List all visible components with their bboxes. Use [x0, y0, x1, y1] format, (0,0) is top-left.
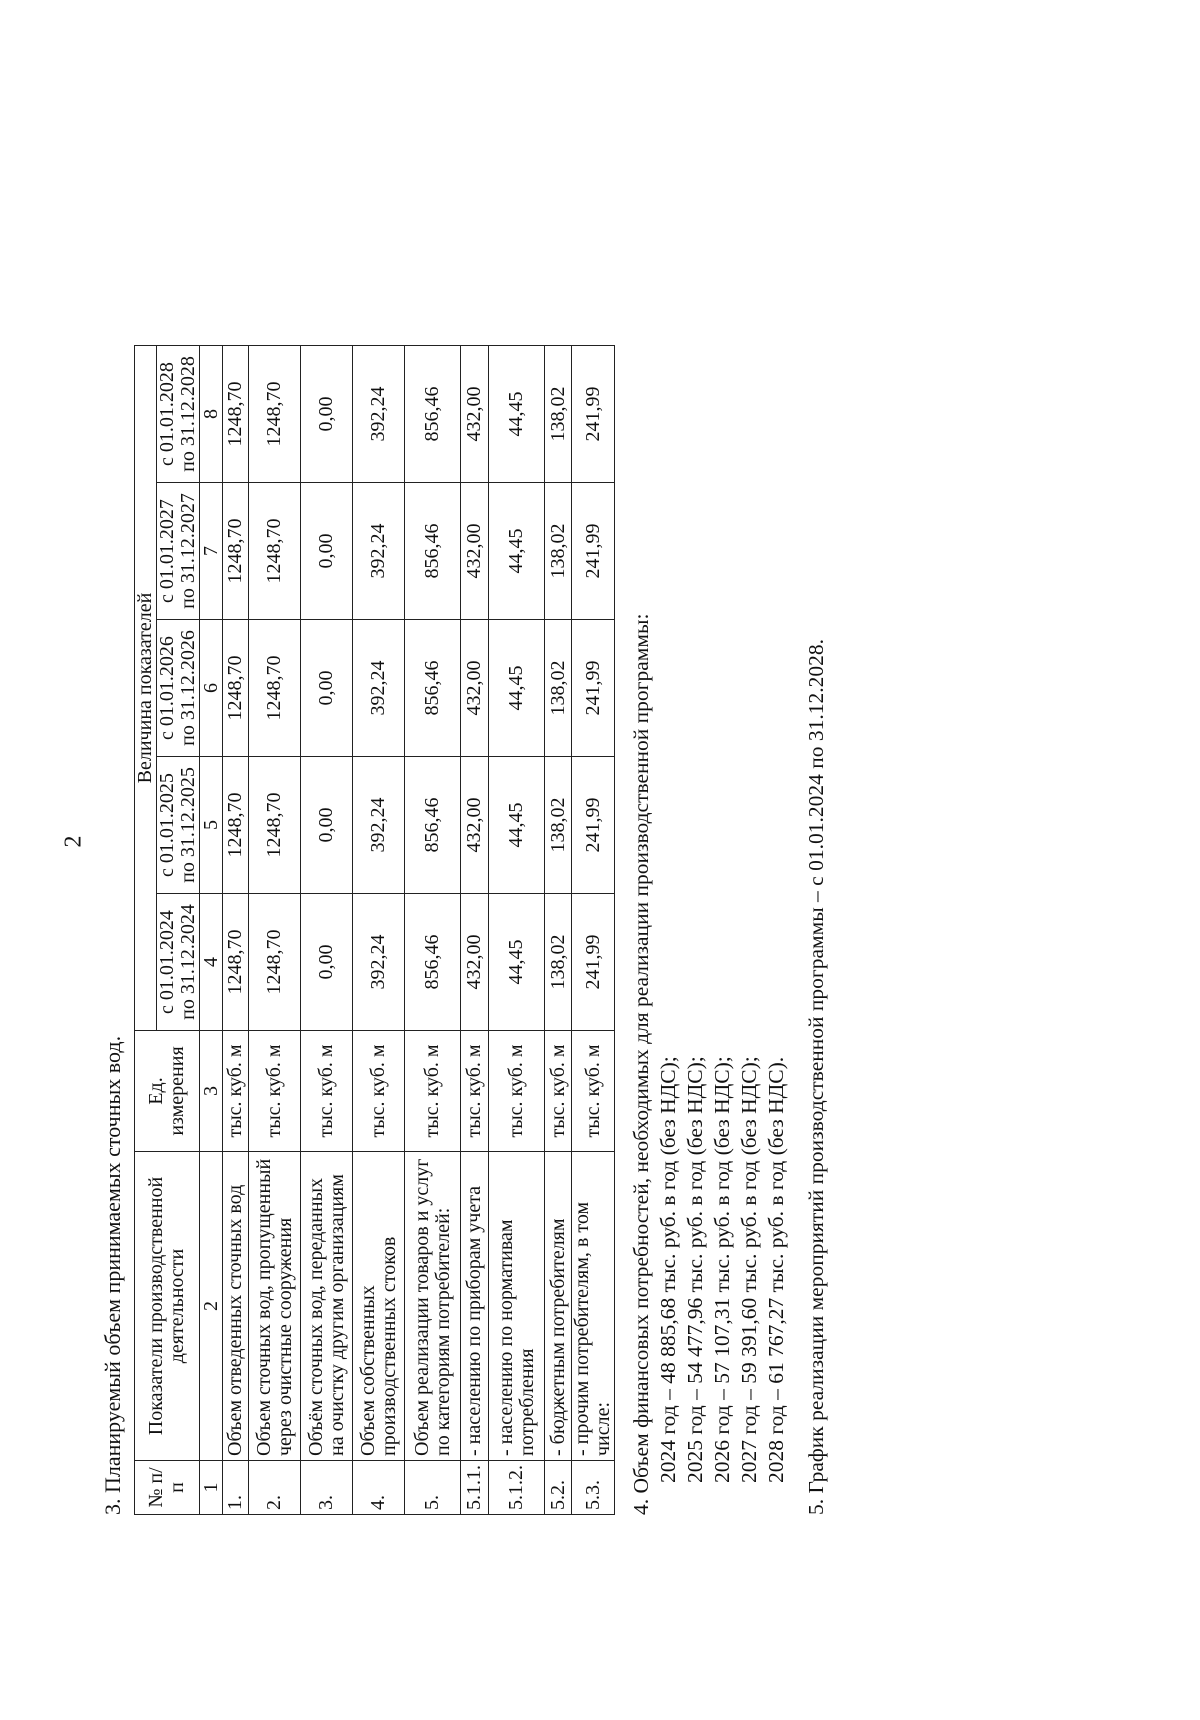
row-value: 1248,70: [249, 620, 301, 757]
table-row: [353, 346, 405, 1515]
table-row: [489, 346, 545, 1515]
table-header-row: [135, 346, 157, 1515]
row-value: 138,02: [545, 483, 572, 620]
header-period: с 01.01.2026 по 31.12.2026: [157, 620, 200, 757]
row-value: 0,00: [301, 620, 353, 757]
row-value: 241,99: [572, 483, 615, 620]
row-value: 1248,70: [249, 894, 301, 1031]
table-body: [200, 346, 615, 1515]
row-value: 0,00: [301, 757, 353, 894]
column-index: 8: [200, 346, 223, 483]
row-value: 856,46: [405, 757, 461, 894]
row-value: 241,99: [572, 346, 615, 483]
row-indicator-name: - прочим потребителям, в том числе:: [572, 1152, 615, 1461]
table-row: [461, 346, 489, 1515]
financial-line: 2027 год – 59 391,60 тыс. руб. в год (без НДС);: [737, 1056, 761, 1483]
row-value: 138,02: [545, 346, 572, 483]
row-unit: тыс. куб. м: [461, 1031, 489, 1152]
row-value: 0,00: [301, 894, 353, 1031]
row-value: 0,00: [301, 483, 353, 620]
row-number: 5.2.: [545, 1461, 572, 1515]
row-value: 241,99: [572, 894, 615, 1031]
row-value: 432,00: [461, 757, 489, 894]
row-value: 392,24: [353, 757, 405, 894]
page-number: 2: [60, 835, 87, 848]
row-value: 44,45: [489, 757, 545, 894]
row-value: 241,99: [572, 620, 615, 757]
header-period: с 01.01.2028 по 31.12.2028: [157, 346, 200, 483]
row-indicator-name: Объем отведенных сточных вод: [223, 1152, 249, 1461]
row-value: 856,46: [405, 483, 461, 620]
row-number: 5.1.1.: [461, 1461, 489, 1515]
row-value: 44,45: [489, 894, 545, 1031]
column-index: 3: [200, 1031, 223, 1152]
table-row: [405, 346, 461, 1515]
row-number: 5.3.: [572, 1461, 615, 1515]
header-group: Величина показателей: [135, 346, 157, 1031]
row-value: 432,00: [461, 346, 489, 483]
row-indicator-name: Объём сточных вод, переданных на очистку другим организациям: [301, 1152, 353, 1461]
wastewater-volume-table: [134, 345, 615, 1515]
row-value: 0,00: [301, 346, 353, 483]
row-unit: тыс. куб. м: [489, 1031, 545, 1152]
row-number: 1.: [223, 1461, 249, 1515]
table-row: [572, 346, 615, 1515]
row-value: 392,24: [353, 483, 405, 620]
row-number: 3.: [301, 1461, 353, 1515]
row-indicator-name: - бюджетным потребителям: [545, 1152, 572, 1461]
row-value: 432,00: [461, 483, 489, 620]
header-period: с 01.01.2025 по 31.12.2025: [157, 757, 200, 894]
section-5-schedule: 5. График реализации мероприятий производственной программы – с 01.01.2024 по 31.12.2028.: [804, 639, 828, 1515]
column-index: 6: [200, 620, 223, 757]
row-value: 392,24: [353, 346, 405, 483]
financial-line: 2024 год – 48 885,68 тыс. руб. в год (без НДС);: [656, 1056, 680, 1483]
table-row: [223, 346, 249, 1515]
row-value: 856,46: [405, 346, 461, 483]
row-unit: тыс. куб. м: [405, 1031, 461, 1152]
table-row: [249, 346, 301, 1515]
row-value: 1248,70: [223, 483, 249, 620]
row-indicator-name: Объем реализации товаров и услуг по категориям потребителей:: [405, 1152, 461, 1461]
row-value: 44,45: [489, 346, 545, 483]
row-value: 432,00: [461, 894, 489, 1031]
column-index: 4: [200, 894, 223, 1031]
financial-line: 2028 год – 61 767,27 тыс. руб. в год (без НДС).: [764, 1056, 788, 1483]
header-num: № п/п: [135, 1461, 200, 1515]
section-4-intro: 4. Объем финансовых потребностей, необходимых для реализации производственной программы:: [629, 613, 653, 1515]
row-value: 1248,70: [223, 620, 249, 757]
row-value: 44,45: [489, 620, 545, 757]
row-value: 392,24: [353, 894, 405, 1031]
row-value: 241,99: [572, 757, 615, 894]
table-row: [545, 346, 572, 1515]
row-value: 138,02: [545, 894, 572, 1031]
financial-line: 2026 год – 57 107,31 тыс. руб. в год (без НДС);: [710, 1056, 734, 1483]
row-unit: тыс. куб. м: [249, 1031, 301, 1152]
row-value: 856,46: [405, 894, 461, 1031]
column-index-row: [200, 346, 223, 1515]
column-index: 2: [200, 1152, 223, 1461]
row-value: 392,24: [353, 620, 405, 757]
section-3-title: 3. Планируемый объем принимаемых сточных вод.: [100, 1035, 125, 1515]
row-unit: тыс. куб. м: [223, 1031, 249, 1152]
row-value: 1248,70: [249, 757, 301, 894]
row-value: 1248,70: [249, 346, 301, 483]
row-value: 44,45: [489, 483, 545, 620]
row-number: 2.: [249, 1461, 301, 1515]
row-indicator-name: Объем собственных производственных стоков: [353, 1152, 405, 1461]
column-index: 1: [200, 1461, 223, 1515]
row-value: 1248,70: [249, 483, 301, 620]
row-value: 1248,70: [223, 346, 249, 483]
row-number: 5.: [405, 1461, 461, 1515]
row-indicator-name: - населению по приборам учета: [461, 1152, 489, 1461]
row-unit: тыс. куб. м: [353, 1031, 405, 1152]
row-indicator-name: - населению по нормативам потребления: [489, 1152, 545, 1461]
financial-line: 2025 год – 54 477,96 тыс. руб. в год (без НДС);: [683, 1056, 707, 1483]
row-value: 432,00: [461, 620, 489, 757]
header-period: с 01.01.2027 по 31.12.2027: [157, 483, 200, 620]
section-4-financial-needs: [628, 614, 790, 1515]
column-index: 5: [200, 757, 223, 894]
rotated-content: [0, 60, 1100, 1620]
row-unit: тыс. куб. м: [301, 1031, 353, 1152]
row-value: 138,02: [545, 620, 572, 757]
row-indicator-name: Объем сточных вод, пропущенный через очистные сооружения: [249, 1152, 301, 1461]
row-unit: тыс. куб. м: [572, 1031, 615, 1152]
row-unit: тыс. куб. м: [545, 1031, 572, 1152]
row-number: 5.1.2.: [489, 1461, 545, 1515]
header-period: с 01.01.2024 по 31.12.2024: [157, 894, 200, 1031]
row-value: 138,02: [545, 757, 572, 894]
row-value: 1248,70: [223, 894, 249, 1031]
header-unit: Ед. измерения: [135, 1031, 200, 1152]
row-number: 4.: [353, 1461, 405, 1515]
row-value: 856,46: [405, 620, 461, 757]
column-index: 7: [200, 483, 223, 620]
row-value: 1248,70: [223, 757, 249, 894]
table-row: [301, 346, 353, 1515]
header-name: Показатели производственной деятельности: [135, 1152, 200, 1461]
